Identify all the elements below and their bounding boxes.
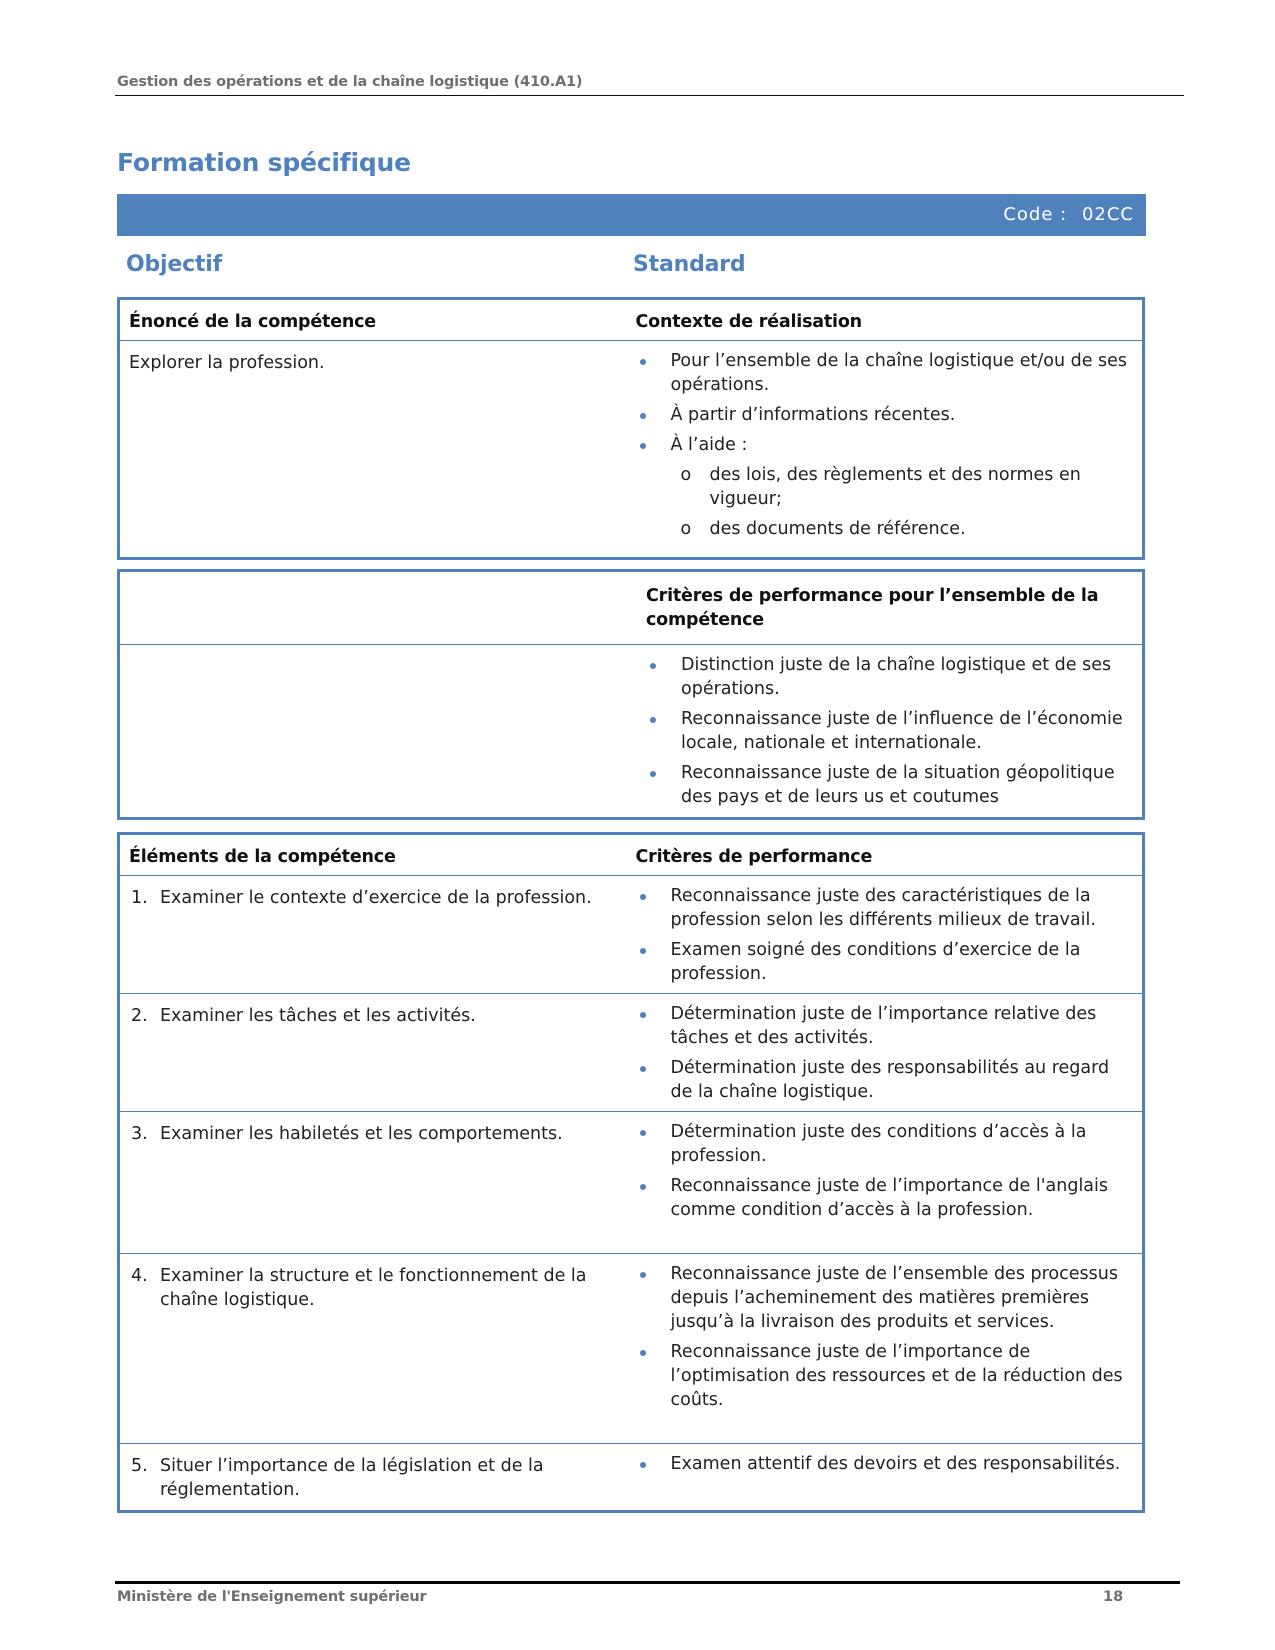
overall-criteria-list (646, 653, 1136, 809)
bullet-icon (640, 359, 646, 365)
footer-publisher: Ministère de l'Enseignement supérieur (117, 1589, 427, 1605)
competency-statement-table (117, 297, 1145, 560)
element-item: 1. Examiner le contexte d’exercice de la profession. (131, 888, 592, 908)
criterion-item: Reconnaissance juste de l’importance de l’optimisation des ressources et de la réduction des coûts. (636, 1340, 1137, 1412)
code-label: Code : (1003, 204, 1068, 225)
element-row (119, 1112, 1144, 1254)
footer-rule (115, 1581, 1180, 1584)
criterion-item: Détermination juste des responsabilités au regard de la chaîne logistique. (636, 1056, 1137, 1104)
element-item: 3. Examiner les habiletés et les comportements. (131, 1124, 563, 1144)
context-list (636, 349, 1137, 541)
context-sublist (671, 463, 1137, 541)
bullet-icon (640, 413, 646, 419)
bullet-icon (640, 1462, 646, 1468)
statement-header: Énoncé de la compétence (129, 312, 376, 332)
criterion-item: Reconnaissance juste des caractéristiques de la profession selon les différents milieux de travail. (636, 884, 1137, 932)
header-rule (115, 95, 1184, 96)
bullet-icon (640, 1066, 646, 1072)
element-item: 2. Examiner les tâches et les activités. (131, 1006, 476, 1026)
element-row (119, 994, 1144, 1112)
element-item: 5. Situer l’importance de la législation et de la réglementation. (131, 1456, 544, 1500)
element-row (119, 876, 1144, 994)
code-bar (117, 194, 1146, 236)
context-subitem: o des lois, des règlements et des normes en vigueur; (680, 465, 1081, 509)
overall-criteria-header: Critères de performance pour l’ensemble de la compétence (646, 586, 1099, 630)
competency-code (995, 204, 1134, 225)
context-subitem: o des documents de référence. (680, 519, 966, 539)
criterion-item: Examen attentif des devoirs et des responsabilités. (636, 1452, 1137, 1476)
context-item: À l’aide : o des lois, des règlements et des normes en vigueur; o des documents de référence. (636, 433, 1137, 541)
standard-heading: Standard (633, 252, 746, 277)
bullet-icon (640, 443, 646, 449)
elements-header: Éléments de la compétence (129, 847, 396, 867)
elements-criteria-table (117, 832, 1145, 1513)
bullet-icon (650, 771, 656, 777)
context-header: Contexte de réalisation (635, 312, 862, 332)
element-row (119, 1254, 1144, 1444)
code-value: 02CC (1081, 204, 1134, 225)
element-item: 4. Examiner la structure et le fonctionnement de la chaîne logistique. (131, 1266, 587, 1310)
overall-criteria-table (117, 569, 1145, 820)
circle-bullet-icon: o (680, 465, 692, 485)
criterion-item: Détermination juste des conditions d’accès à la profession. (636, 1120, 1137, 1168)
bullet-icon (650, 663, 656, 669)
criterion-item: Reconnaissance juste de l’ensemble des processus depuis l’acheminement des matières premières jusqu’à la livraison des produits et services. (636, 1262, 1137, 1334)
bullet-icon (640, 1012, 646, 1018)
bullet-icon (640, 1184, 646, 1190)
criterion-item: Reconnaissance juste de la situation géopolitique des pays et de leurs us et coutumes (646, 761, 1136, 809)
bullet-icon (640, 1130, 646, 1136)
criterion-item: Examen soigné des conditions d’exercice de la profession. (636, 938, 1137, 986)
competency-statement: Explorer la profession. (129, 353, 325, 373)
objectif-heading: Objectif (126, 252, 222, 277)
element-row (119, 1444, 1144, 1512)
criterion-item: Reconnaissance juste de l’influence de l’économie locale, nationale et internationale. (646, 707, 1136, 755)
criterion-item: Reconnaissance juste de l’importance de l'anglais comme condition d’accès à la profession. (636, 1174, 1137, 1222)
context-item: À partir d’informations récentes. (636, 403, 1137, 427)
bullet-icon (640, 894, 646, 900)
circle-bullet-icon: o (680, 519, 692, 539)
bullet-icon (650, 717, 656, 723)
criterion-item: Distinction juste de la chaîne logistique et de ses opérations. (646, 653, 1136, 701)
bullet-icon (640, 1272, 646, 1278)
context-item: Pour l’ensemble de la chaîne logistique et/ou de ses opérations. (636, 349, 1137, 397)
criterion-item: Détermination juste de l’importance relative des tâches et des activités. (636, 1002, 1137, 1050)
section-title: Formation spécifique (117, 148, 411, 177)
criteria-header: Critères de performance (635, 847, 873, 867)
bullet-icon (640, 948, 646, 954)
page-number: 18 (1103, 1589, 1124, 1605)
running-header: Gestion des opérations et de la chaîne logistique (410.A1) (117, 74, 583, 90)
bullet-icon (640, 1350, 646, 1356)
